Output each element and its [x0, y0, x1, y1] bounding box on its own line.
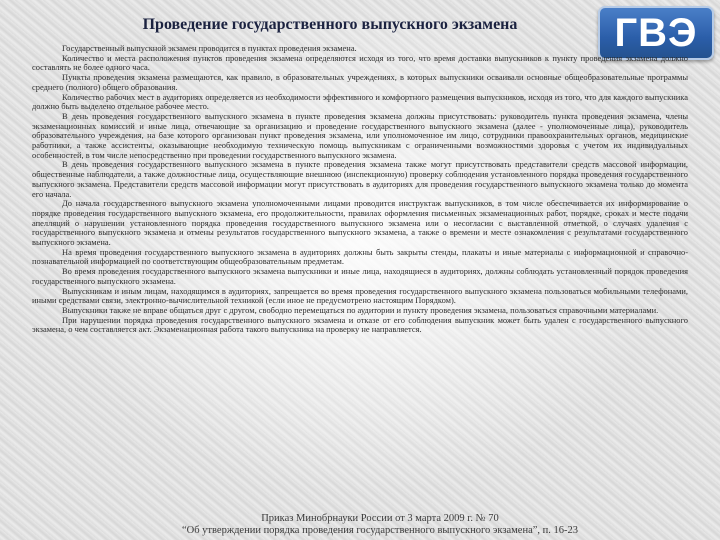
paragraph: В день проведения государственного выпускного экзамена в пункте проведения экзамена также могут присутствовать представители средств массовой информации, общественные наблюдатели, а также должностные лица, осуществляющие внешнюю (инспекционную) проверку соблюдения установленного порядка проведения государственного выпускного экзамена. Представители средств массовой информации могут присутствовать в аудиториях для проведения государственного выпускного экзамена только до момента его начала.	[32, 159, 688, 199]
document-body	[32, 44, 688, 335]
paragraph: Выпускники также не вправе общаться друг с другом, свободно перемещаться по аудитории и пункту проведения экзамена, пользоваться справочными материалами.	[62, 304, 659, 315]
page-title: Проведение государственного выпускного экзамена	[142, 16, 518, 33]
paragraph: Государственный выпускной экзамен проводится в пунктах проведения экзамена.	[62, 43, 357, 53]
paragraph: Количество и места расположения пунктов проведения экзамена определяются исходя из того, что время доставки выпускников к пункту проведения экзамена должно составлять не более одного часа.	[32, 52, 688, 73]
paragraph: Во время проведения государственного выпускного экзамена выпускники и иные лица, находящиеся в аудиториях, должны соблюдать установленный порядок проведения государственного выпускного экзамена.	[32, 266, 688, 286]
source-citation	[150, 513, 610, 537]
citation-line: “Об утверждении порядка проведения государственного выпускного экзамена”, п. 16-23	[181, 525, 579, 536]
paragraph: Количество рабочих мест в аудиториях определяется из необходимости эффективного и комфортного размещения выпускников, исходя из того, что для каждого выпускника должно быть выделено отдельное рабочее место.	[32, 91, 688, 112]
paragraph: Выпускникам и иным лицам, находящимся в аудиториях, запрещается во время проведения государственного выпускного экзамена пользоваться мобильными телефонами, иными средствами связи, электронно-вычислительной техникой (если иное не предусмотрено настоящим Порядком).	[32, 285, 688, 306]
gve-logo: ГВЭ	[598, 6, 714, 60]
paragraph: На время проведения государственного выпускного экзамена в аудиториях должны быть закрыты стенды, плакаты и иные материалы с информационной и справочно-познавательной информацией по соответствующим общеобразовательным предметам.	[32, 246, 688, 267]
paragraph: При нарушении порядка проведения государственного выпускного экзамена и отказе от его соблюдения выпускник может быть удален с государственного выпускного экзамена, о чем составляется акт. Экзаменационная работа такого выпускника на проверку не направляется.	[32, 314, 688, 335]
citation-line: Приказ Минобрнауки России от 3 марта 2009 г. № 70	[261, 513, 499, 524]
paragraph: В день проведения государственного выпускного экзамена в пункте проведения экзамена должны присутствовать: руководитель пункта проведения экзамена, члены экзаменационных комиссий и иные лица, отвечающие за организацию и проведение государственного выпускного экзамена (далее - уполномоченные лица), руководитель образовательного учреждения, на базе которого организован пункт проведения экзамена, или уполномоченное им лицо, сотрудники правоохранительных органов, медицинские работники, а также ассистенты, оказывающие необходимую техническую помощь выпускникам с ограниченными возможностями здоровья с учетом их индивидуальных особенностей, в том числе непосредственно при проведении государственного выпускного экзамена.	[32, 110, 688, 160]
paragraph: Пункты проведения экзамена размещаются, как правило, в образовательных учреждениях, в которых выпускники осваивали основные общеобразовательные программы среднего (полного) общего образования.	[32, 72, 688, 92]
paragraph: До начала государственного выпускного экзамена уполномоченными лицами проводится инструктаж выпускников, в том числе обеспечивается их информирование о порядке проведения государственного выпускного экзамена, его продолжительности, правилах оформления письменных экзаменационных работ, порядке, сроках и месте подачи апелляций о нарушении установленного порядка проведения государственного выпускного экзамена или о несогласии с выставленной отметкой, о случаях удаления с государственного выпускного экзамена и отмены результатов государственного выпускного экзамена, а также о времени и месте ознакомления с результатами государственного выпускного экзамена.	[32, 198, 688, 248]
